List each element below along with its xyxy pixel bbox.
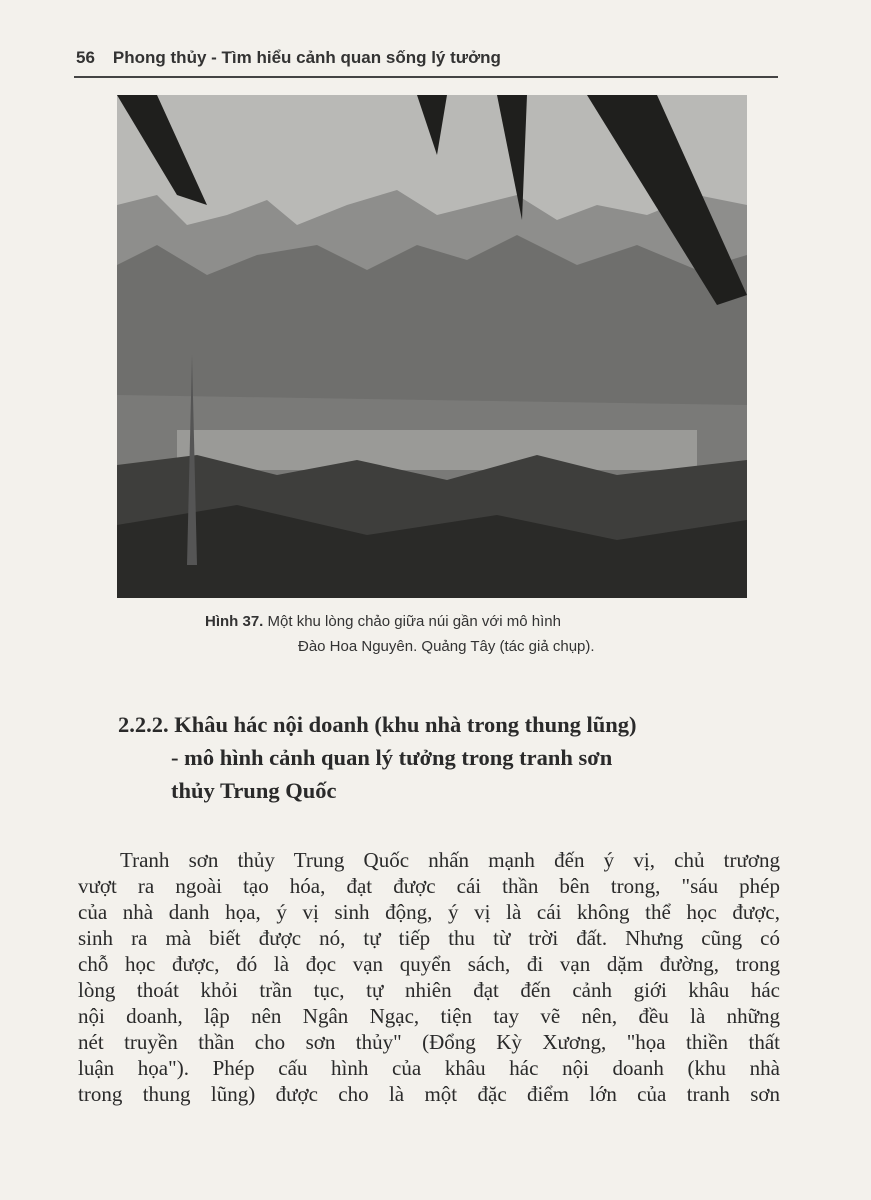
book-title: Phong thủy - Tìm hiểu cảnh quan sống lý tưởng xyxy=(112,48,501,67)
page-number: 56 xyxy=(76,48,95,67)
body-line: nội doanh, lập nên Ngân Ngạc, tiện tay vẽ nên, đều là những xyxy=(78,1004,780,1028)
section-heading-line: - mô hình cảnh quan lý tưởng trong tranh sơn xyxy=(171,745,613,770)
caption-text: Một khu lòng chảo giữa núi gần với mô hình xyxy=(267,613,561,630)
body-line: Tranh sơn thủy Trung Quốc nhấn mạnh đến ý vị, chủ trương xyxy=(120,848,780,872)
figure-caption-line-2: Đào Hoa Nguyên. Quảng Tây (tác giả chụp). xyxy=(298,638,595,655)
figure-label: Hình 37. xyxy=(205,613,264,630)
section-heading-line: thủy Trung Quốc xyxy=(171,778,337,803)
body-line: trong thung lũng) được cho là một đặc điểm lớn của tranh sơn xyxy=(78,1082,780,1106)
body-line: của nhà danh họa, ý vị sinh động, ý vị là cái không thể học được, xyxy=(78,900,780,924)
body-line: sinh ra mà biết được nó, tự tiếp thu từ trời đất. Nhưng cũng có xyxy=(78,926,780,950)
section-heading-line: 2.2.2. Khâu hác nội doanh (khu nhà trong thung lũng) xyxy=(118,712,637,737)
body-line: lòng thoát khỏi trần tục, tự nhiên đạt đến cảnh giới khâu hác xyxy=(78,978,780,1002)
body-line: luận họa"). Phép cấu hình của khâu hác nội doanh (khu nhà xyxy=(78,1056,780,1080)
header-rule xyxy=(74,76,778,78)
body-line: nét truyền thần cho sơn thủy" (Đổng Kỳ Xương, "họa thiền thất xyxy=(78,1030,780,1054)
body-line: chỗ học được, đó là đọc vạn quyển sách, đi vạn dặm đường, trong xyxy=(78,952,780,976)
figure-photo-mountain-valley xyxy=(117,95,747,598)
body-line: vượt ra ngoài tạo hóa, đạt được cái thần bên trong, "sáu phép xyxy=(78,874,780,898)
running-header xyxy=(76,48,501,68)
figure-caption-line-1 xyxy=(205,613,561,630)
